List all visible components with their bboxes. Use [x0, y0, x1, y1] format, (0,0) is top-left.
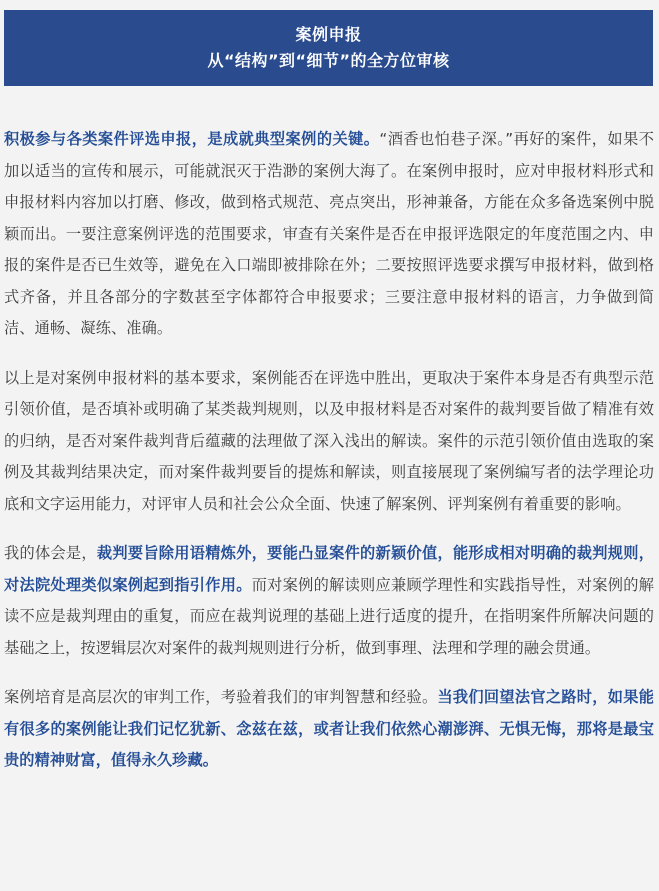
banner-subtitle: 从“结构”到“细节”的全方位审核: [207, 51, 450, 70]
text-segment: 以上是对案例申报材料的基本要求，案例能否在评选中胜出，更取决于案件本身是否有典型示范引领价值，是否填补或明确了某类裁判规则，以及申报材料是否对案件的裁判要旨做了精准有效的归纳，是否对案件裁判背后蕴藏的法理做了深入浅出的解读。案件的示范引领价值由选取的案例及其裁判结果决定，而对案件裁判要旨的提炼和解读，则直接展现了案例编写者的法学理论功底和文字运用能力，对评审人员和社会公众全面、快速了解案例、评判案例有着重要的影响。: [4, 368, 654, 513]
text-segment: 我的体会是，: [4, 544, 97, 562]
text-segment: “酒香也怕巷子深。”再好的案件，如果不加以适当的宣传和展示，可能就泯灭于浩渺的案例大海了。在案例申报时，应对申报材料形式和申报材料内容加以打磨、修改，做到格式规范、亮点突出，形神兼备，方能在众多备选案例中脱颖而出。一要注意案例评选的范围要求，审查有关案件是否在申报评选限定的年度范围之内、申报的案件是否已生效等，避免在入口端即被排除在外；二要按照评选要求撰写申报材料，做到格式齐备，并且各部分的字数甚至字体都符合申报要求；三要注意申报材料的语言，力争做到简洁、通畅、凝练、准确。: [4, 130, 654, 337]
text-segment-highlight: 当我们回望法官之路时，如果能有很多的案例能让我们记忆犹新、念兹在兹，或者让我们依然心潮澎湃、无惧无悔，那将是最宝贵的精神财富，值得永久珍藏。: [4, 688, 654, 769]
text-segment: 案例培育是高层次的审判工作，考验着我们的审判智慧和经验。: [4, 688, 438, 706]
text-segment-highlight: 裁判要旨除用语精炼外，要能凸显案件的新颖价值，能形成相对明确的裁判规则，对法院处理类似案例起到指引作用。: [4, 544, 654, 594]
text-segment: 而对案例的解读则应兼顾学理性和实践指导性，对案例的解读不应是裁判理由的重复，而应在裁判说理的基础上进行适度的提升，在指明案件所解决问题的基础之上，按逻辑层次对案件的裁判规则进行分析，做到事理、法理和学理的融会贯通。: [4, 575, 654, 657]
paragraph-4: [4, 682, 654, 777]
paragraph-3: [4, 538, 654, 664]
paragraph-1: [4, 124, 654, 345]
banner-title: 案例申报: [295, 25, 362, 44]
article-body: [4, 124, 654, 795]
text-segment-highlight: 积极参与各类案件评选申报，是成就典型案例的关键。: [4, 130, 380, 148]
paragraph-2: [4, 363, 654, 521]
header-banner: [4, 10, 653, 86]
